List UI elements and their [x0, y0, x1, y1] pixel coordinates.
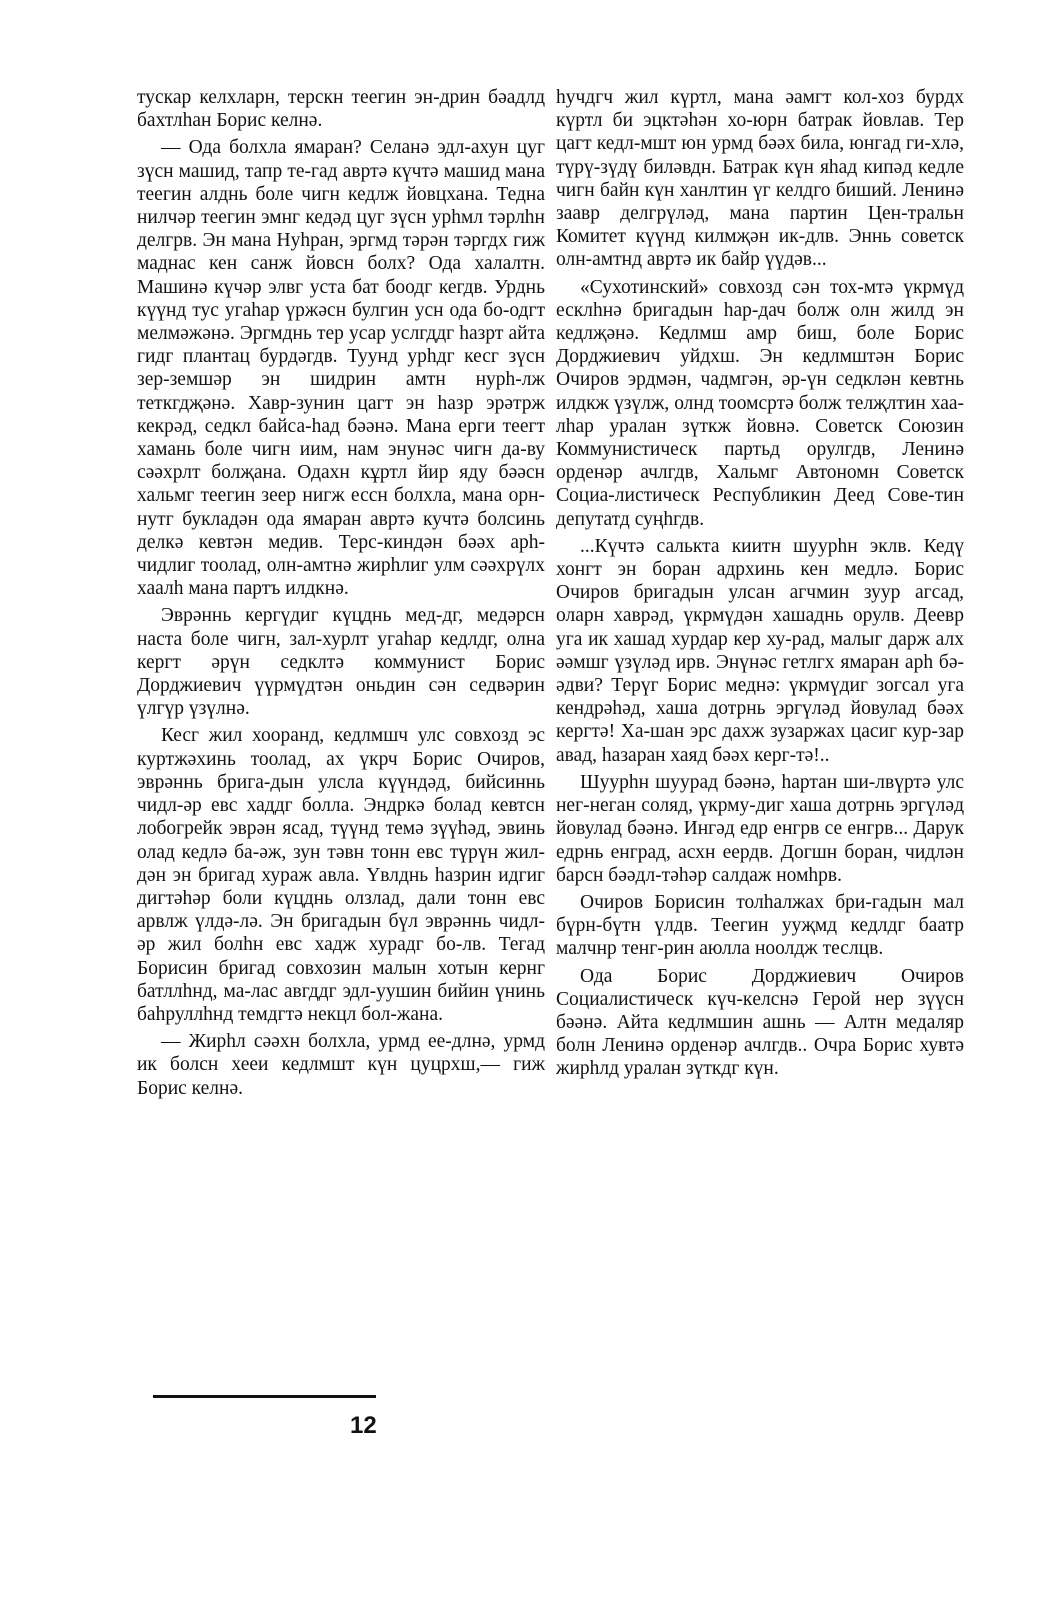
paragraph: «Сухотинский» совхозд сəн тох-мтə үкрмүд есклhнə бригадын hар-дач болж олн жилд эн кедлҗəнə. Кедлмш амр биш, боле Борис Дорджиевич уйдхш. Эн кедлмштəн Борис Очиров эрдмəн, чадмгəн, əр-үн седклəн кевтнь илдкж үзүлж, олнд тоомсртə болж телҗлтин хаа-лhар уралан зүткж йовнə. Советск Союзин Коммунистическ партьд орулгдв, Ленинə орденəр ачлгдв, Хальмг Автономн Советск Социа-листическ Республикин Деед Сове-тин депутатд суңhгдв.	[556, 276, 964, 530]
paragraph: — Жирhл сəəхн болхла, урмд ее-длнə, урмд ик болсн хееи кедлмшт күн цуцрхш,— гиж Борис келнə.	[137, 1031, 545, 1099]
paragraph: Эврəннь кергүдиг күцднь мед-дг, медəрсн наста боле чигн, зал-хурлт угаhар кедлдг, олна кергт əрүн седклтə коммунист Борис Дорджиевич үүрмүдтəн оньдин сəн седвəрин үлгүр үзүлнə.	[137, 605, 545, 720]
paragraph: Кесг жил хооранд, кедлмшч улс совхозд эс куртжəхинь тоолад, ах үкрч Борис Очиров, эврəннь брига-дын улсла күүндəд, бийсиннь чидл-əр евс хаддг болла. Эндркə болад кевтсн лобогрейк эврəн ясад, түүнд темə зүүhəд, эвинь олад кедлə ба-əж, зун тəвн тонн евс түрүн жил-дəн эн бригад хураж авла. Үвлднь hазрин идгиг дигтəhəр боли күцднь олзлад, дали тонн евс арвлж үлдə-лə. Эн бригадын бүл эврəннь чидл-əр жил болhн евс хадж хурадг бо-лв. Тегад Борисин бригад совхозин малын хотын кернг батллhнд, ма-лас авгддг эдл-уушин бийин үнинь баhруллhнд темдгтə некцл бол-жана.	[137, 725, 545, 1025]
paragraph: Ода Борис Дорджиевич Очиров Социалистическ күч-кeлснə Герой нер зүүсн бəəнə. Айта кедлмшин ашнь — Алтн медаляр болн Ленинə орденəр ачлгдв.. Очра Борис хувтə жирhлд уралан зүткдг күн.	[556, 965, 964, 1080]
paragraph: Шуурhн шуурад бəəнə, hартан ши-лвүртə улс нег-неган соляд, үкрму-диг хаша дотрнь эргүлəд йовулад бəəнə. Ингəд едр енгрв се енгрв... Дарук едрнь енград, асхн еердв. Догшн боран, чидлəн барсн бəəдл-тəhəр салдаж номhрв.	[556, 771, 964, 886]
page-number: 12	[350, 1412, 377, 1439]
footer-rule	[153, 1395, 376, 1398]
paragraph: ...Күчтə салькта киитн шуурhн эклв. Кедү хонгт эн боран адрхинь кен медлə. Борис Очиров бригадын улсан агчмин зуур агсад, оларн хаврəд, үкрмүдəн хашаднь орулв. Деевр уга ик хашад хурдар кер ху-рад, малыг дарж алх əəмшг үзүлəд ирв. Энүнəс гетлгх ямаран арh бə-əдви? Терүг Борис меднə: үкрмүдиг зогсал уга кендрəhəд, хаша дотрнь эргүлəд йовулад бəəх кергтə! Ха-шан эрс дахж зузаржах цасиг кур-зар авад, hазаран хаяд бəəх керг-тə!..	[556, 535, 964, 766]
paragraph: hучдгч жил күртл, мана əамгт кол-хоз бурдх күртл би эцктəhəн хо-юрн батрак йовлав. Тер цагт кедл-мшт юн урмд бəəх била, юнгад ги-хлə, түрү-зүдү билəвдн. Батрак күн яhад кипəд кедле чигн байн күн ханлтин үг келдго биший. Ленинə заавр делгрүлəд, мана партин Цен-тральн Комитет күүнд килмҗəн ик-длв. Эннь советск олн-амтнд авртə ик байр үүдəв...	[556, 87, 964, 271]
right-column	[556, 86, 964, 1081]
paragraph: тускар келхларн, терскн теегин эн-дрин бəадлд бахтлhан Борис келнə.	[137, 87, 545, 132]
left-column	[137, 86, 545, 1100]
paragraph: — Ода болхла ямаран? Селанə эдл-ахун цуг зүсн машид, тапр те-гад авртə күчтə машид мана теегин алднь боле чигн кедлж йовцхана. Тедна нилчəр теегин эмнг кедəд цуг зүсн урhмл тəрлhн делгрв. Эн мана Нуhран, эргмд тəрəн тəргдх гиж маднас кен санж йовсн болх? Ода халалтн. Машинə күчəр элвг уста бат боодг кегдв. Урднь күүнд тус угаhар үржəсн булгин усн ода бо-одгт мелмəжəнə. Эргмднь тер усар услгддг hазрт айта гидг плантац бурдəгдв. Туунд урhдг кесг зүсн зер-земшəр эн шидрин амтн нурh-лж теткгдҗəнə. Хавр-зунин цагт эн hазр эрəтрж кекрəд, седкл байса-hад бəəнə. Мана ерги теегт хамань боле чигн иим, нам энунəс чигн да-ву сəəхрлт болҗана. Одахн кұртл йир яду бəəсн хальмг теегин зеер нигж ессн болхла, мана орн-нутг букладəн ода ямаран авртə кучтə болсинь делкə кевтəн медив. Терс-киндəн бəəх арh-чидлиг тоолад, олн-амтнə жирhлиг улм сəəхрүлх хаалh мана партъ илдкнə.	[137, 137, 545, 600]
paragraph: Очиров Борисин толhалжах бри-гадын мал бүрн-бүтн үлдв. Теегин ууҗмд кедлдг баатр малчнр тенг-рин аюлла ноолдж теслцв.	[556, 891, 964, 960]
